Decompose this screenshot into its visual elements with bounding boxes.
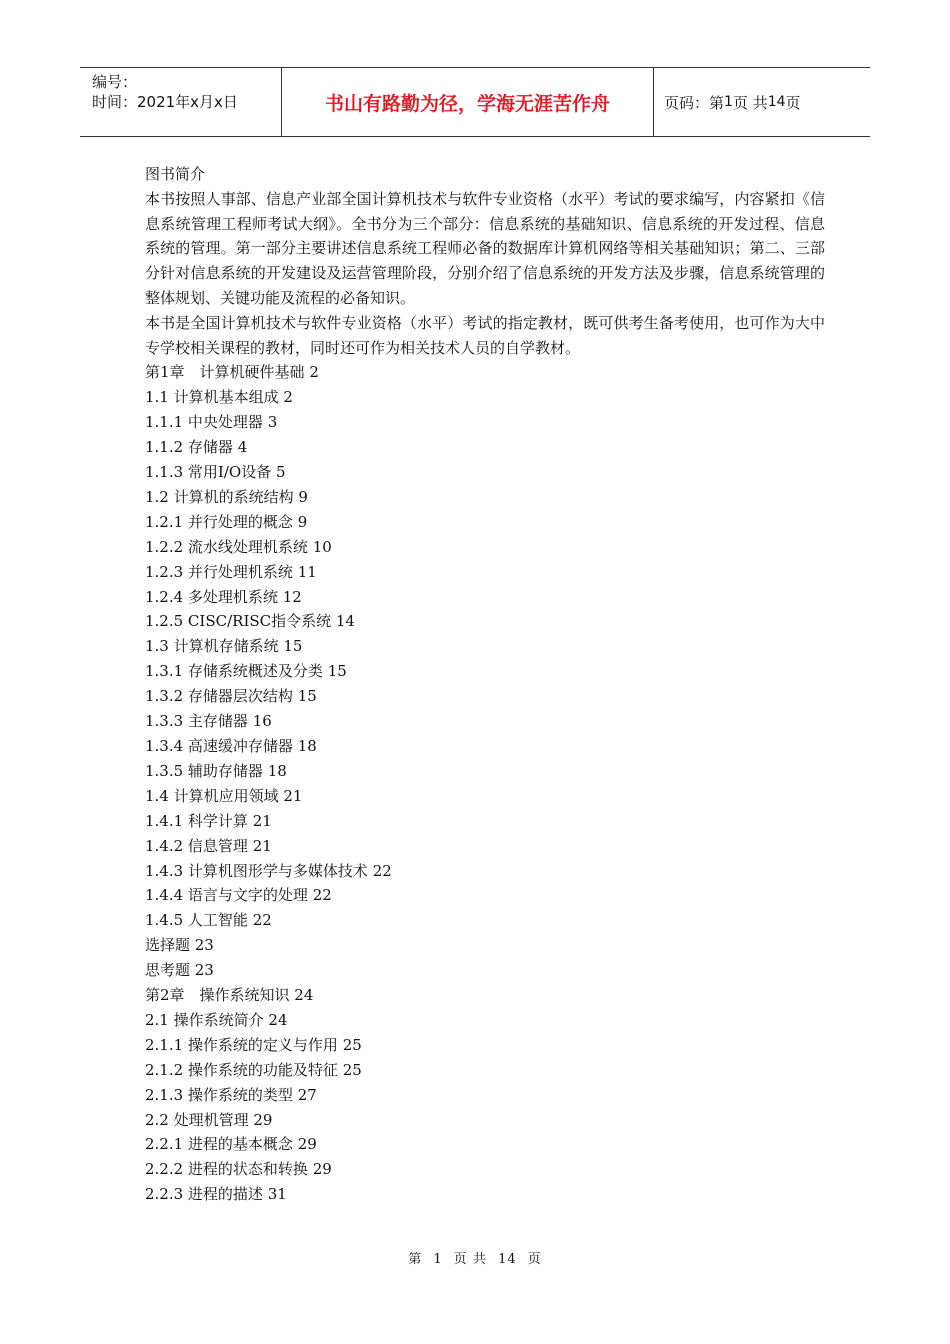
header-page-number: 1 xyxy=(724,94,733,110)
toc-entry: 1.3.5 辅助存储器 18 xyxy=(145,761,287,780)
footer-suffix: 页 xyxy=(527,1252,542,1267)
footer-mid: 页 共 xyxy=(453,1252,487,1267)
toc-entry: 思考题 23 xyxy=(145,961,214,980)
toc-entry: 1.4.2 信息管理 21 xyxy=(145,836,272,855)
header-page-end: 页 xyxy=(785,93,801,112)
toc-entry: 2.2.3 进程的描述 31 xyxy=(145,1185,287,1204)
toc-entry: 1.4 计算机应用领域 21 xyxy=(145,786,303,805)
toc-entry: 2.2.1 进程的基本概念 29 xyxy=(145,1135,317,1154)
header-page-total: 14 xyxy=(767,94,786,110)
header-page-info xyxy=(654,68,870,136)
header-motto: 书山有路勤为径，学海无涯苦作舟 xyxy=(282,68,654,136)
footer-page-number: 1 xyxy=(433,1252,443,1267)
toc-entry: 1.2.5 CISC/RISC指令系统 14 xyxy=(145,612,355,631)
toc-entry: 1.2 计算机的系统结构 9 xyxy=(145,487,308,506)
document-date-label: 时间：2021年x月x日 xyxy=(92,93,238,111)
toc-entry: 第1章 计算机硬件基础 2 xyxy=(145,363,319,382)
toc-entry: 2.2 处理机管理 29 xyxy=(145,1110,273,1129)
footer-page-total: 14 xyxy=(498,1252,517,1267)
header-page-mid: 页 共 xyxy=(732,93,768,112)
toc-entry: 1.4.4 语言与文字的处理 22 xyxy=(145,886,332,905)
intro-title: 图书简介 xyxy=(145,165,206,183)
toc-entry: 1.3 计算机存储系统 15 xyxy=(145,637,303,656)
toc-entry: 1.1 计算机基本组成 2 xyxy=(145,388,293,407)
toc-entry: 1.3.1 存储系统概述及分类 15 xyxy=(145,662,347,681)
document-number-label: 编号： xyxy=(92,73,138,91)
toc-entry: 1.3.2 存储器层次结构 15 xyxy=(145,687,317,706)
toc-entry: 1.3.4 高速缓冲存储器 18 xyxy=(145,736,317,755)
footer-prefix: 第 xyxy=(408,1252,423,1267)
toc-entry: 1.2.3 并行处理机系统 11 xyxy=(145,562,317,581)
toc-entry: 2.2.2 进程的状态和转换 29 xyxy=(145,1160,332,1179)
page-footer xyxy=(0,1248,950,1267)
intro-paragraph: 本书按照人事部、信息产业部全国计算机技术与软件专业资格（水平）考试的要求编写，内容紧扣《信息系统管理工程师考试大纲》。全书分为三个部分：信息系统的基础知识、信息系统的开发过程、信息系统的管理。第一部分主要讲述信息系统工程师必备的数据库计算机网络等相关基础知识；第二、三部分针对信息系统的开发建设及运营管理阶段，分别介绍了信息系统的开发方法及步骤，信息系统管理的整体规划、关键功能及流程的必备知识。 xyxy=(145,189,825,307)
toc-entry: 1.1.1 中央处理器 3 xyxy=(145,413,278,432)
toc-entry: 1.4.5 人工智能 22 xyxy=(145,911,272,930)
header-left-cell xyxy=(80,68,282,136)
toc-entry: 1.2.2 流水线处理机系统 10 xyxy=(145,537,332,556)
toc-entry: 选择题 23 xyxy=(145,936,214,955)
toc-entry: 1.1.2 存储器 4 xyxy=(145,438,248,457)
toc-entry: 1.4.3 计算机图形学与多媒体技术 22 xyxy=(145,861,392,880)
page-header xyxy=(80,67,870,137)
toc-entry: 2.1.1 操作系统的定义与作用 25 xyxy=(145,1035,362,1054)
toc-entry: 1.4.1 科学计算 21 xyxy=(145,811,272,830)
intro-paragraph: 本书是全国计算机技术与软件专业资格（水平）考试的指定教材，既可供考生备考使用，也可作为大中专学校相关课程的教材，同时还可作为相关技术人员的自学教材。 xyxy=(145,313,825,357)
toc-entry: 1.2.1 并行处理的概念 9 xyxy=(145,512,308,531)
document-body xyxy=(145,162,825,1207)
table-of-contents xyxy=(145,360,825,1207)
toc-entry: 1.3.3 主存储器 16 xyxy=(145,712,272,731)
toc-entry: 2.1.2 操作系统的功能及特征 25 xyxy=(145,1060,362,1079)
toc-entry: 1.1.3 常用I/O设备 5 xyxy=(145,463,286,481)
toc-entry: 第2章 操作系统知识 24 xyxy=(145,986,314,1005)
toc-entry: 1.2.4 多处理机系统 12 xyxy=(145,587,302,606)
toc-entry: 2.1.3 操作系统的类型 27 xyxy=(145,1085,317,1104)
toc-entry: 2.1 操作系统简介 24 xyxy=(145,1010,288,1029)
header-page-label: 页码：第 xyxy=(664,93,725,112)
